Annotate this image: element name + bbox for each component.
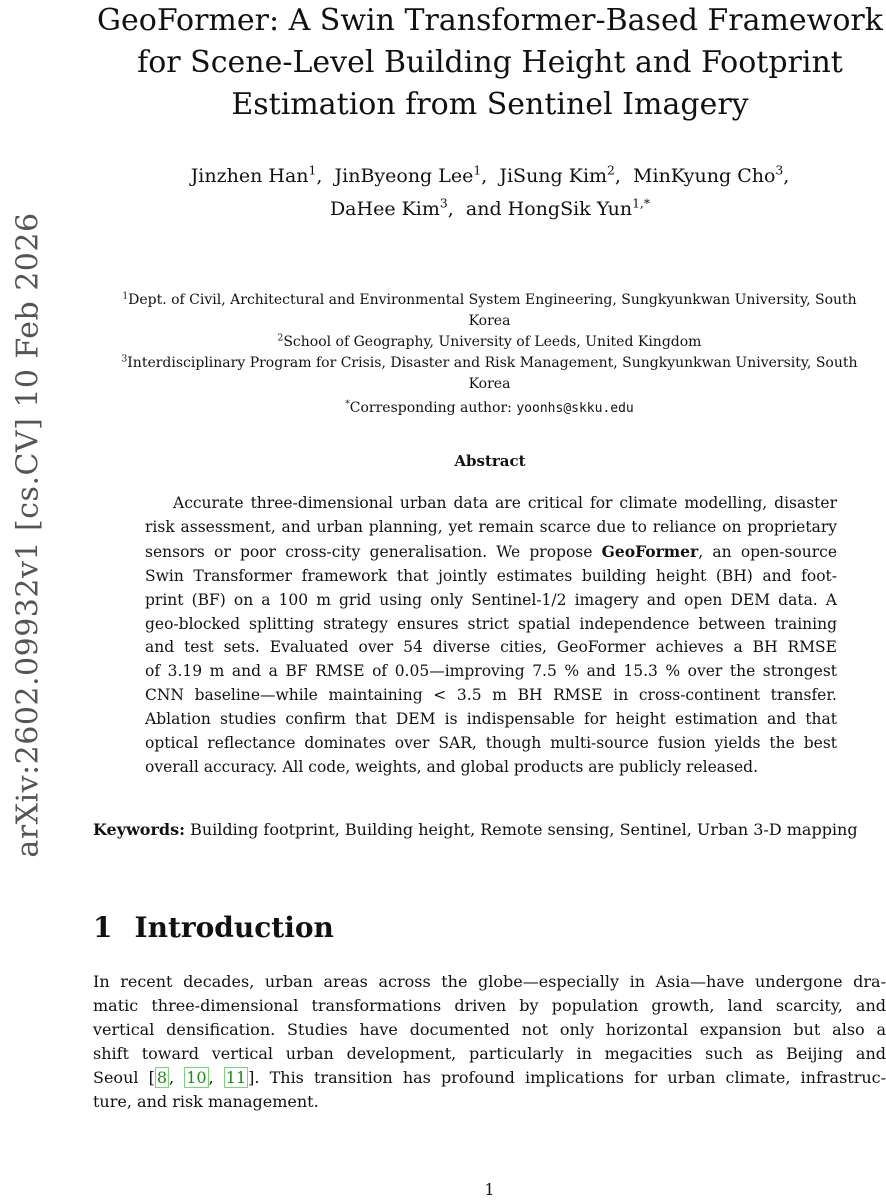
intro-line: In recent decades, urban areas across the globe—especially in Asia—have undergone dra-: [93, 972, 886, 991]
author-affil-mark: 1: [308, 163, 317, 178]
corresponding-author: [93, 398, 886, 419]
author-affil-mark: 1: [473, 163, 482, 178]
section-number: 1: [93, 911, 113, 944]
intro-line: matic three-dimensional transformations driven by population growth, land scarcity, and: [93, 996, 886, 1015]
author-list: Jinzhen Han$^1$, JinByeong Lee$^1$, JiSung Kim$^2$, MinKyung Cho$^3$, DaHee Kim$^3$, and HongSik Yun$^{1,*}$: [190, 163, 790, 220]
title-line: for Scene-Level Building Height and Footprint: [137, 45, 843, 80]
intro-line: vertical densification. Studies have documented not only horizontal expansion but also a: [93, 1020, 886, 1039]
author-affil-mark: 3: [439, 196, 448, 211]
abstract-text: sensors or poor cross-city generalisation. We propose: [145, 542, 602, 561]
intro-text: Seoul [: [93, 1068, 155, 1087]
abstract-text: , an open-source: [698, 542, 838, 561]
abstract-body: [145, 492, 837, 780]
abstract-line: [145, 540, 837, 565]
abstract-line: Ablation studies confirm that DEM is indispensable for height estimation and that: [145, 710, 837, 729]
affil-text: School of Geography, University of Leeds, United Kingdom: [283, 334, 702, 350]
affil-mark: 2: [277, 333, 284, 344]
affiliation-1: [93, 290, 886, 311]
abstract-line: of 3.19 m and a BF RMSE of 0.05—improving 7.5 % and 15.3 % over the strongest: [145, 662, 837, 681]
affil-text: Dept. of Civil, Architectural and Environmental System Engineering, Sungkyunkwan University, South: [128, 292, 857, 308]
keywords-text: Building footprint, Building height, Remote sensing, Sentinel, Urban 3-D mapping: [185, 820, 858, 839]
section-heading: [93, 908, 693, 948]
abstract-line: CNN baseline—while maintaining < 3.5 m BH RMSE in cross-continent transfer.: [145, 686, 837, 705]
abstract-line: optical reflectance dominates over SAR, though multi-source fusion yields the best: [145, 734, 837, 753]
title-line: Estimation from Sentinel Imagery: [231, 87, 749, 122]
title-line: GeoFormer: A Swin Transformer-Based Framework: [97, 3, 883, 38]
author-affil-mark: 3: [775, 163, 784, 178]
abstract-line: overall accuracy. All code, weights, and global products are publicly released.: [145, 757, 758, 776]
abstract-line: and test sets. Evaluated over 54 diverse cities, GeoFormer achieves a BH RMSE: [145, 638, 837, 657]
section-title: Introduction: [134, 911, 334, 944]
affiliation-3-cont: Korea: [468, 376, 511, 392]
author-affil-mark: 2: [607, 163, 615, 178]
keywords-label: Keywords:: [93, 820, 186, 839]
intro-line: ture, and risk management.: [93, 1092, 319, 1111]
model-name: GeoFormer: [601, 541, 699, 561]
affiliation-3: [93, 353, 886, 374]
corr-label: Corresponding author:: [349, 400, 517, 416]
page-number: 1: [484, 1180, 495, 1199]
author-name: Jinzhen Han: [190, 165, 309, 187]
abstract-line: Swin Transformer framework that jointly estimates building height (BH) and foot-: [145, 566, 837, 585]
abstract-line: geo-blocked splitting strategy ensures strict spatial independence between training: [145, 614, 837, 633]
arxiv-sidebar: [8, 212, 48, 858]
affiliation-1-cont: Korea: [468, 313, 511, 329]
intro-line: shift toward vertical urban development, particularly in megacities such as Beijing and: [93, 1044, 886, 1063]
author-name: JinByeong Lee: [334, 165, 474, 187]
intro-text: ]. This transition has profound implications for urban climate, infrastruc-: [248, 1068, 886, 1087]
citation-link[interactable]: 10: [186, 1068, 207, 1087]
affiliation-2: [93, 332, 886, 353]
arxiv-identifier: arXiv:2602.09932v1 [cs.CV] 10 Feb 2026: [10, 212, 46, 858]
author-name: DaHee Kim: [329, 198, 440, 220]
affil-mark: *: [345, 399, 350, 410]
affil-text: Interdisciplinary Program for Crisis, Disaster and Risk Management, Sungkyunkwan University, South: [127, 355, 858, 371]
abstract-line: risk assessment, and urban planning, yet remain scarce due to reliance on proprietary: [145, 517, 837, 536]
citation-link[interactable]: 8: [156, 1068, 168, 1087]
abstract-line: Accurate three-dimensional urban data are critical for climate modelling, disaster: [173, 494, 837, 512]
author-name: JiSung Kim: [499, 165, 608, 187]
author-name: MinKyung Cho: [633, 165, 776, 187]
affil-mark: 3: [121, 354, 128, 365]
abstract-line: print (BF) on a 100 m grid using only Sentinel-1/2 imagery and open DEM data. A: [145, 590, 837, 609]
affiliations: [93, 290, 886, 419]
paper-title: [90, 0, 886, 126]
affil-mark: 1: [122, 291, 129, 302]
citation-link[interactable]: 11: [225, 1068, 247, 1087]
intro-paragraph: [93, 970, 886, 1114]
corresponding-email[interactable]: yoonhs@skku.edu: [516, 401, 634, 416]
author-name: and HongSik Yun: [465, 198, 633, 220]
author-affil-mark: 1,*: [632, 196, 651, 211]
intro-line: Seoul [ 8 , 10 , 11 ]. This transition has profound implications for urban climate, infrastruc-: [93, 1068, 886, 1087]
abstract-heading: Abstract: [454, 452, 526, 470]
keywords: [93, 818, 886, 842]
